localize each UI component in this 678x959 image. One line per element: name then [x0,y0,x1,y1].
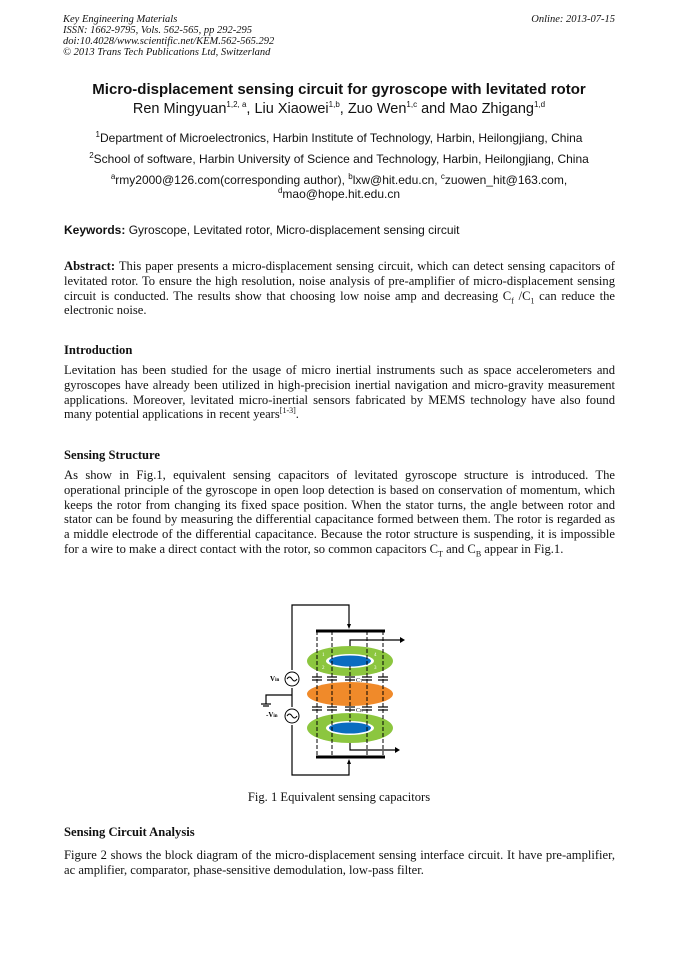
journal-header [63,14,274,58]
abstract-label: Abstract: [64,259,116,273]
sub: T [438,549,443,559]
author-sup: 1,d [533,100,546,110]
para: and C [442,541,476,556]
para: appear in Fig.1. [481,541,564,556]
author: Ren Mingyuan [132,101,227,117]
email-sup: c [440,172,445,181]
vin-label: Vin [270,675,280,683]
issn: ISSN: 1662-9795, Vols. 562-565, pp 292-295 [63,25,252,36]
affiliation-2 [0,152,678,166]
segment-label: 2 [322,666,325,671]
email: zuowen_hit@163.com, [444,173,568,187]
abstract-text: /C [513,288,531,303]
sub: f [511,296,514,306]
bottom-electrode [329,723,371,734]
abstract-text: This paper presents a micro-displacement sensing circuit, which can detect sensing capacitors of levitated rotor. To ensure the high resolution, noise analysis of pre-amplifier of micro-displacement sensing circuit is conducted. The results show that choosing low noise amp and decreasing C [64,259,615,303]
section-heading-introduction: Introduction [64,343,133,357]
email: rmy2000@126.com(corresponding author), [115,173,349,187]
segment-label: 1 [322,653,325,658]
segment-label: 4 [374,653,377,658]
copyright: © 2013 Trans Tech Publications Ltd, Switzerland [63,47,271,58]
email-sup: b [348,172,353,181]
aff-text: School of software, Harbin University of Science and Technology, Harbin, Heilongjiang, China [93,152,589,166]
section-heading-sensing-structure: Sensing Structure [64,448,160,462]
introduction-text [64,363,615,422]
paper-title: Micro-displacement sensing circuit for gyroscope with levitated rotor [92,81,586,98]
cb-label: CB [356,708,363,714]
aff-sup: 2 [89,151,94,160]
author: Zuo Wen [347,101,407,117]
email: mao@hope.hit.edu.cn [282,187,401,201]
sub: 1 [530,296,535,306]
emails [0,173,678,201]
para: . [295,407,299,422]
author-sup: 1,2, a [226,100,247,110]
neg-vin-label: -Vin [266,711,278,719]
section-heading-circuit-analysis: Sensing Circuit Analysis [64,825,195,839]
keywords-text: Gyroscope, Levitated rotor, Micro-displacement sensing circuit [125,223,460,237]
sub: B [475,549,482,559]
sensing-structure-text [64,468,615,557]
email-sup: d [277,186,283,195]
aff-sup: 1 [95,130,100,139]
ct-label: CT [356,678,363,684]
abstract [64,259,615,318]
aff-text: Department of Microelectronics, Harbin Institute of Technology, Harbin, Heilongjiang, China [99,131,583,145]
para: Levitation has been studied for the usage of micro inertial instruments such as space accelerometers and gyroscopes have already been utilized in high-precision inertial navigation and micro-gravity measurement applications. Moreover, levitated micro-inertial sensors fabricated by MEMS technology have also found many potential applications in recent years [64,363,615,422]
top-electrode [329,656,371,667]
author: Mao Zhigang [449,101,534,117]
affiliation-1 [0,131,678,145]
segment-label: 3 [374,666,377,671]
authors: Ren Mingyuan$^{1,2, a}$, Liu Xiaowei$^{1,b}$, Zuo Wen$^{1,c}$ and Mao Zhigang$^{1,d}$ [132,100,546,117]
author-sup: 1,b [328,100,340,110]
citation: [1-3] [279,406,296,416]
figure-caption: Fig. 1 Equivalent sensing capacitors [247,790,431,804]
email-sup: a [110,172,116,181]
figure-1-diagram [250,600,430,785]
author: Liu Xiaowei [254,101,329,117]
keywords-label: Keywords: [64,223,126,237]
keywords [64,223,460,237]
journal-name: Key Engineering Materials [63,14,178,25]
email: lxw@hit.edu.cn, [352,173,441,187]
abstract-text: can reduce the electronic noise. [64,288,615,318]
para: As show in Fig.1, equivalent sensing capacitors of levitated gyroscope structure is introduced. The operational principle of the gyroscope in open loop detection is based on conservation of momentum, which keeps the rotor from changing its fixed space position. When the stator turns, the angle between rotor and stator can be found by measuring the differential capacitance formed between them. The rotor is regarded as a middle electrode of the differential capacitance. Because the rotor structure is suspending, it is impossible for a wire to make a direct contact with the rotor, so common capacitors C [64,468,615,556]
doi: doi:10.4028/www.scientific.net/KEM.562-565.292 [63,36,275,47]
author-sup: 1,c [406,100,418,110]
circuit-analysis-text: Figure 2 shows the block diagram of the micro-displacement sensing interface circuit. It have pre-amplifier, ac amplifier, comparator, phase-sensitive demodulation, low-pass filter. [64,848,615,877]
online-date: Online: 2013-07-15 [531,14,615,25]
